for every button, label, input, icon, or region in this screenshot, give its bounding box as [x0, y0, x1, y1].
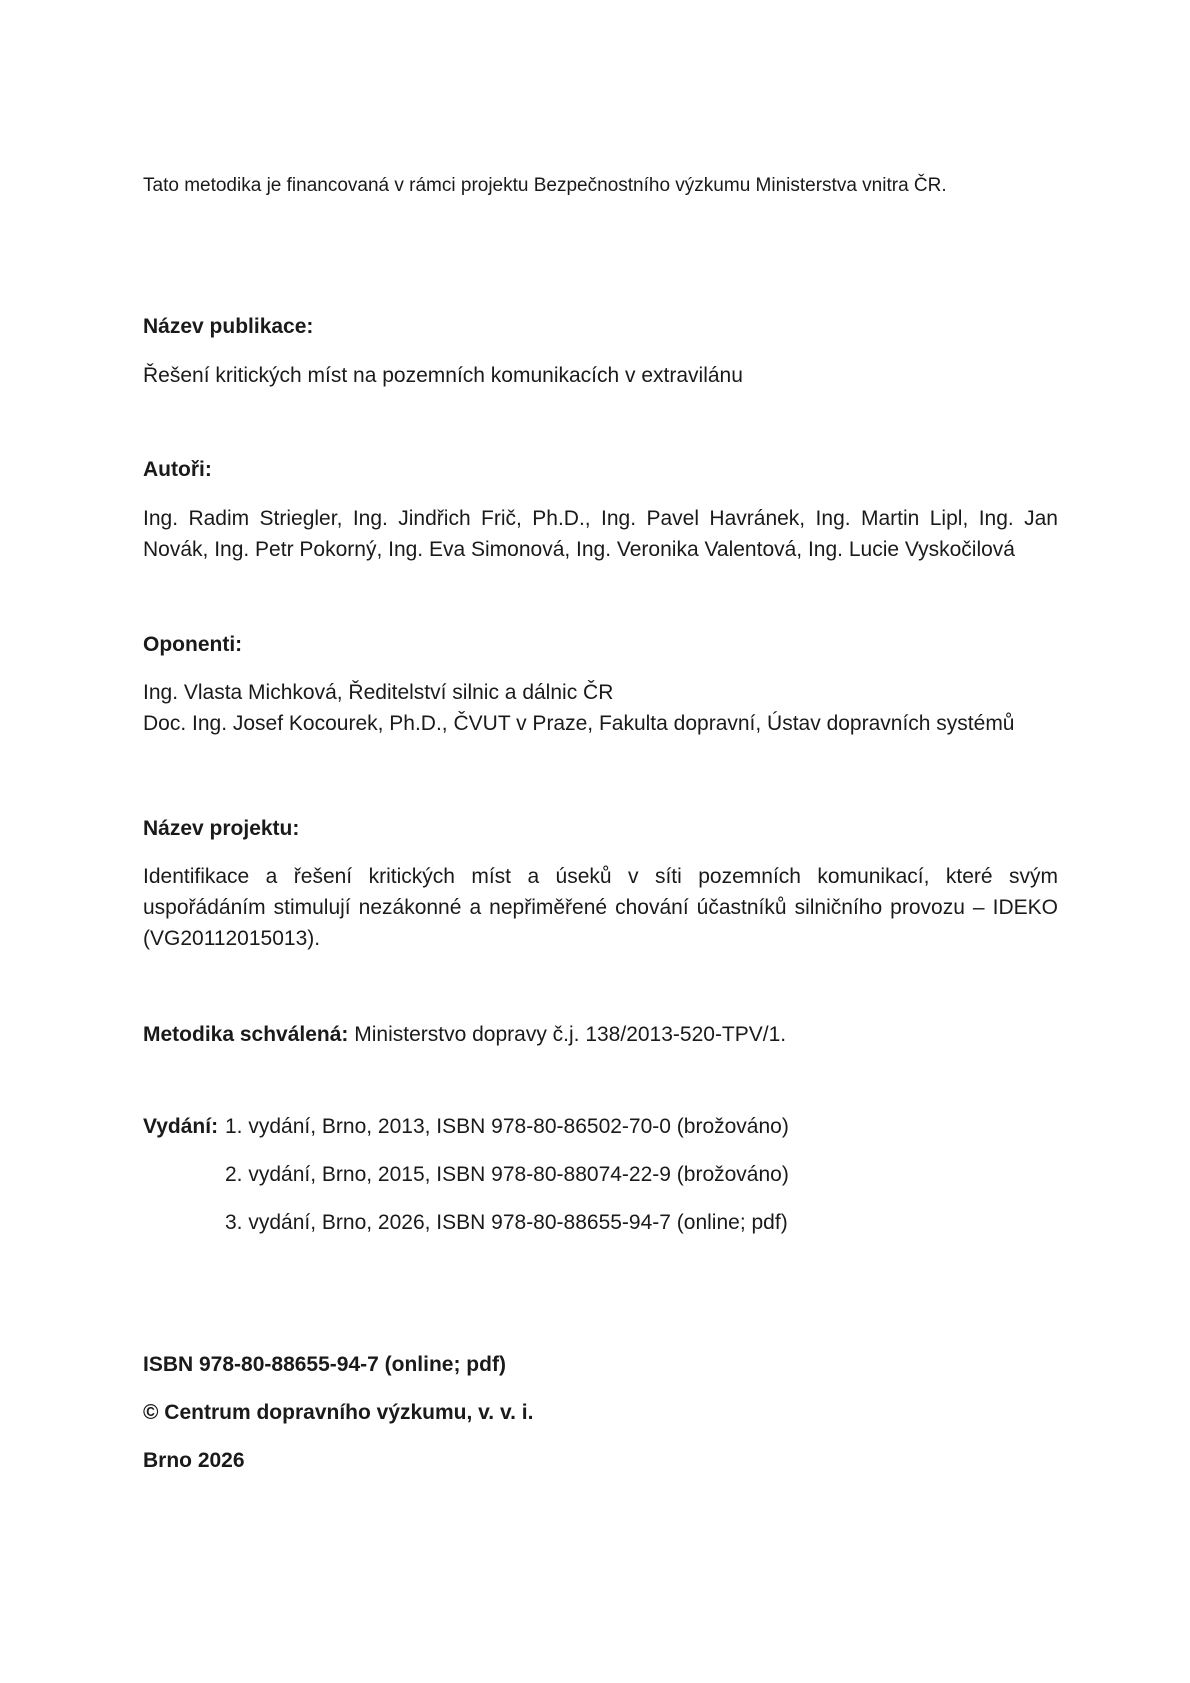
funding-note: Tato metodika je financovaná v rámci projektu Bezpečnostního výzkumu Ministerstva vnitra ČR.: [143, 175, 947, 196]
authors-label: Autoři:: [143, 458, 212, 481]
reviewer-item: Doc. Ing. Josef Kocourek, Ph.D., ČVUT v Praze, Fakulta dopravní, Ústav dopravních systémů: [143, 712, 1015, 735]
edition-item: 3. vydání, Brno, 2026, ISBN 978-80-88655-94-7 (online; pdf): [225, 1211, 788, 1234]
colophon-place-year: Brno 2026: [143, 1449, 245, 1472]
edition-item: 2. vydání, Brno, 2015, ISBN 978-80-88074-22-9 (brožováno): [225, 1163, 789, 1186]
publication-title: Řešení kritických míst na pozemních komunikacích v extravilánu: [143, 364, 743, 387]
colophon-copyright: © Centrum dopravního výzkumu, v. v. i.: [143, 1401, 534, 1424]
approval-label: Metodika schválená:: [143, 1023, 349, 1046]
approval-text: Ministerstvo dopravy č.j. 138/2013-520-TPV/1.: [354, 1023, 787, 1046]
colophon-isbn: ISBN 978-80-88655-94-7 (online; pdf): [143, 1353, 506, 1376]
reviewers-list: [143, 677, 1058, 739]
approval-line: [143, 1019, 1058, 1050]
authors-text: Ing. Radim Striegler, Ing. Jindřich Frič, Ph.D., Ing. Pavel Havránek, Ing. Martin Lipl, Ing. Jan Novák, Ing. Petr Pokorný, Ing. Eva Simonová, Ing. Veronika Valentová, Ing. Lucie Vyskočilová: [143, 507, 1058, 561]
edition-item: 1. vydání, Brno, 2013, ISBN 978-80-86502-70-0 (brožováno): [225, 1115, 789, 1138]
reviewer-item: Ing. Vlasta Michková, Ředitelství silnic a dálnic ČR: [143, 681, 614, 704]
reviewers-label: Oponenti:: [143, 633, 243, 656]
project-text: Identifikace a řešení kritických míst a úseků v síti pozemních komunikací, které svým uspořádáním stimulují nezákonné a nepřiměřené chování účastníků silničního provozu – IDEKO (VG20112015013).: [143, 865, 1058, 950]
publication-label: Název publikace:: [143, 315, 314, 338]
editions-label: Vydání:: [143, 1115, 219, 1138]
project-label: Název projektu:: [143, 817, 300, 840]
